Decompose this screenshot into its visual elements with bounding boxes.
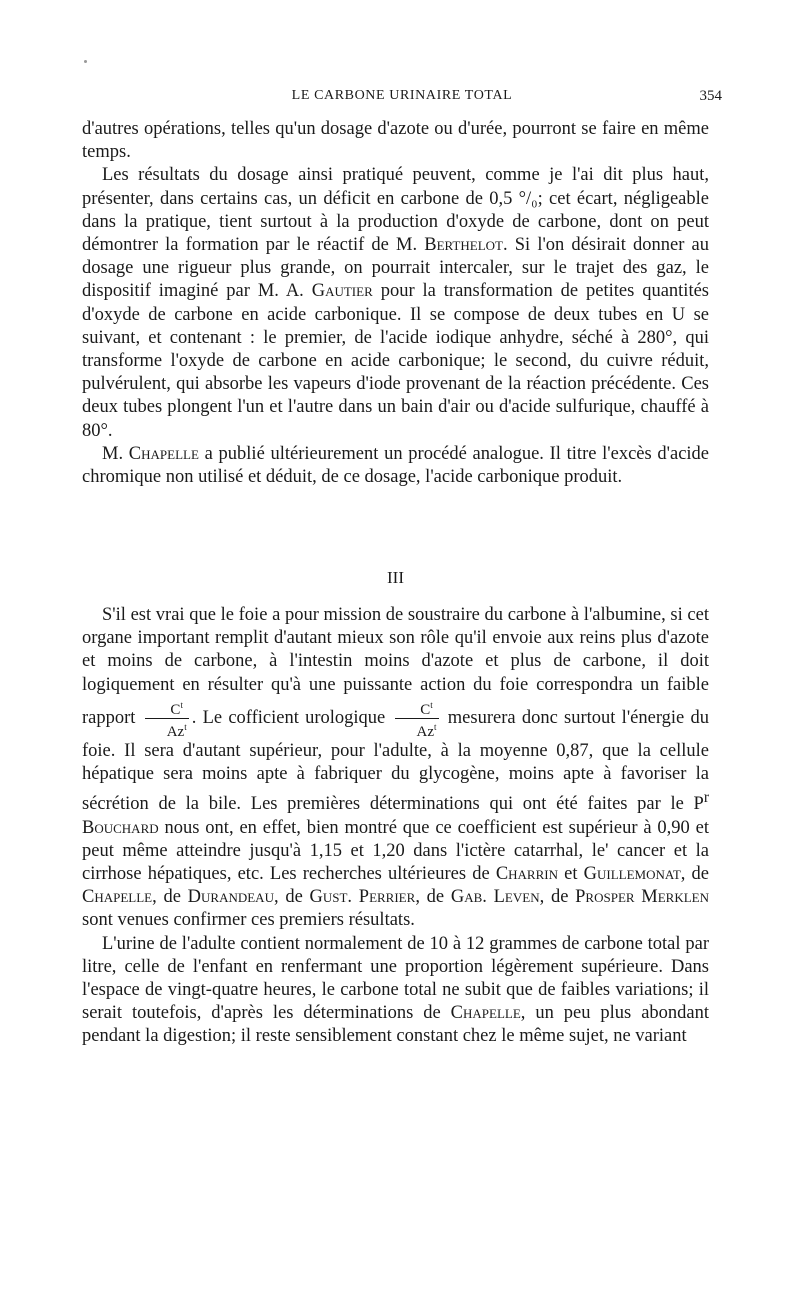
author-name: Prosper Merklen (575, 887, 710, 908)
page-header (82, 88, 722, 112)
speck-mark (84, 60, 87, 63)
paragraph-5: L'urine de l'adulte contient normalement de 10 à 12 grammes de carbone total par litre, celle de l'enfant en renfermant une proportion légèrement supérieure. Dans l'espace de vingt-quatre heures, le carbone total ne subit que de faibles variations; il serait toutefois, d'après les déterminations de Chapelle, un peu plus abondant pendant la digestion; il reste sensiblement constant chez le même sujet, ne variant (82, 933, 710, 1047)
running-title: LE CARBONE URINAIRE TOTAL (291, 88, 513, 103)
page-number: 354 (699, 88, 722, 104)
author-name: Gust. Perrier (309, 887, 416, 908)
author-name: Durandeau (187, 887, 274, 908)
section-heading: III (387, 568, 404, 587)
author-name: Chapelle (450, 1003, 521, 1024)
author-name: Gab. Leven (450, 887, 540, 908)
author-name: Gautier (311, 281, 373, 302)
author-name: Chapelle (128, 443, 199, 464)
paragraph-3: M. Chapelle a publié ultérieurement un procédé analogue. Il titre l'excès d'acide chromique non utilisé et déduit, de ce dosage, l'acide carbonique produit. (82, 443, 710, 488)
ratio-fraction: $\frac{C^t}{Az^t}$ (395, 697, 439, 740)
author-name: Guillemonat (583, 863, 681, 884)
paragraph-2: Les résultats du dosage ainsi pratiqué peuvent, comme je l'ai dit plus haut, présenter, dans certains cas, un déficit en carbone de 0,5 °/₀; cet écart, négligeable dans la pratique, tient surtout à la production d'oxyde de carbone, dont on peut démontrer la formation par le réactif de M. Berthelot. Si l'on désirait donner au dosage une rigueur plus grande, on pourrait intercaler, sur le trajet des gaz, le dispositif imaginé par M. A. Gautier pour la transformation de petites quantités d'oxyde de carbone en acide carbonique. Il se compose de deux tubes en U se suivant, et contenant : le premier, de l'acide iodique anhydre, séché à 280°, qui transforme l'oxyde de carbone en acide carbonique; le second, du cuivre réduit, pulvérulent, qui absorbe les vapeurs d'iode provenant de la réaction précédente. Ces deux tubes plongent l'un et l'autre dans un bain d'air ou d'acide sulfurique, chauffé à 80°. (82, 165, 710, 441)
body-text-top (82, 118, 709, 489)
author-name: Bouchard (82, 817, 159, 838)
paragraph-1: d'autres opérations, telles qu'un dosage d'azote ou d'urée, pourront se faire en même temps. (82, 119, 709, 163)
ratio-fraction: $\frac{C^t}{Az^t}$ (145, 697, 189, 740)
body-text-bottom (82, 604, 709, 1049)
author-name: Berthelot (424, 235, 503, 256)
paragraph-4: S'il est vrai que le foie a pour mission de soustraire du carbone à l'albumine, si cet organe important remplit d'autant mieux son rôle qu'il envoie aux reins plus d'azote et moins de carbone, à l'intestin moins d'azote et plus de carbone, il doit logiquement en résulter qu'à une puissante action du foie correspondra un faible rapport $\frac{C^t}{Az^t}$ . Le cofficient urologique $\frac{C^t}{Az^t}$ mesurera donc surtout l'énergie du foie. Il sera d'autant supérieur, pour l'adulte, à la moyenne 0,87, que la cellule hépatique sera moins apte à fabriquer du glycogène, moins apte à favoriser la sécrétion de la bile. Les premières déterminations qui ont été faites par le $P^r$ Bouchard nous ont, en effet, bien montré que ce coefficient est supérieur à 0,90 et peut même atteindre jusqu'à 1,15 et 1,20 dans l'ictère catarrhal, le' cancer et la cirrhose hépatiques, etc. Les recherches ultérieures de Charrin et Guillemonat, de Chapelle, de Durandeau, de Gust. Perrier, de Gab. Leven, de Prosper Merklen sont venues confirmer ces premiers résultats. (82, 605, 710, 931)
author-name: Chapelle (82, 887, 153, 908)
author-name: Charrin (495, 863, 558, 884)
